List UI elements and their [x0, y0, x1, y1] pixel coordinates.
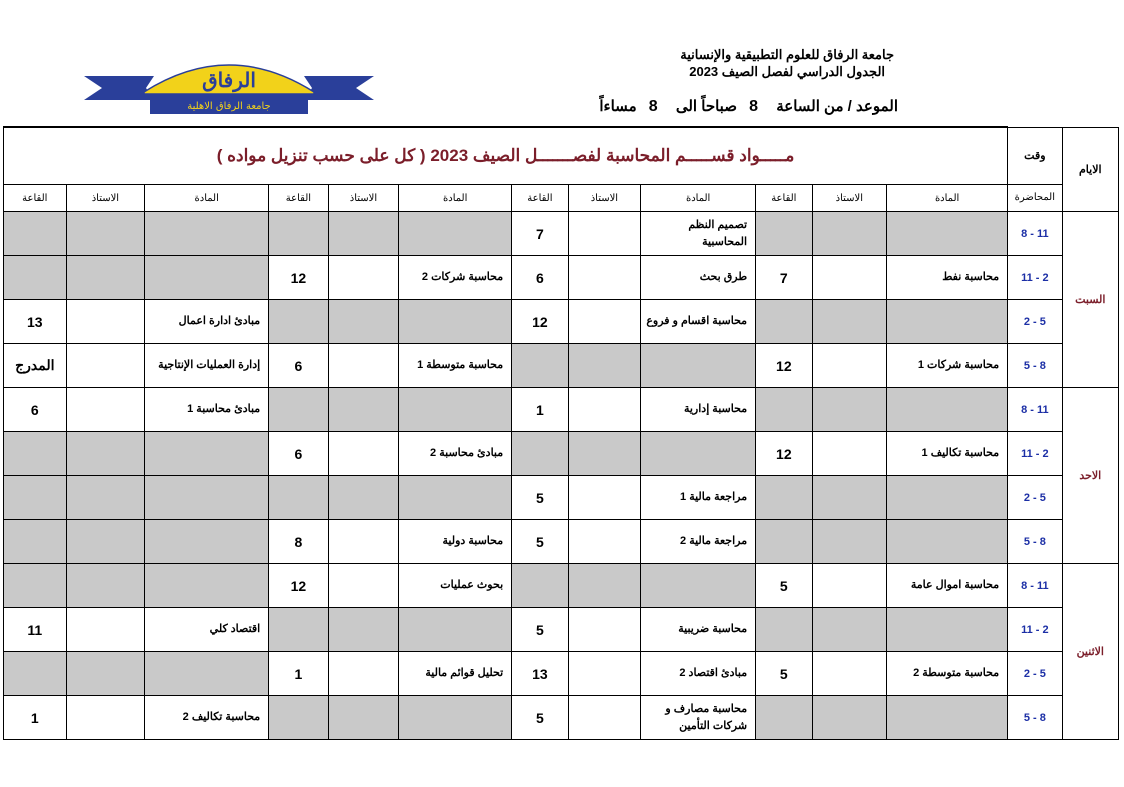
time-cell: 11 - 2	[1008, 256, 1062, 300]
room-cell	[756, 520, 812, 564]
subject-cell	[145, 564, 269, 608]
teacher-cell	[328, 608, 399, 652]
col-teacher-2: الاستاذ	[568, 185, 641, 212]
col-room-3: القاعة	[269, 185, 328, 212]
teacher-cell	[66, 564, 145, 608]
col-teacher-3: الاستاذ	[328, 185, 399, 212]
col-teacher-1: الاستاذ	[812, 185, 887, 212]
room-cell: 12	[756, 344, 812, 388]
col-teacher-4: الاستاذ	[66, 185, 145, 212]
room-cell	[4, 652, 67, 696]
teacher-cell	[328, 696, 399, 740]
teacher-cell	[66, 256, 145, 300]
table-row	[4, 608, 1119, 652]
table-row	[4, 300, 1119, 344]
table-title: مـــــواد قســـــم المحاسبة لفصـــــــل الصيف 2023 ( كل على حسب تنزيل مواده )	[4, 127, 1008, 185]
time-cell: 11 - 2	[1008, 432, 1062, 476]
teacher-cell	[328, 564, 399, 608]
subject-cell: محاسبة مصارف و شركات التأمين	[641, 696, 756, 740]
subject-cell	[641, 564, 756, 608]
teacher-cell	[568, 432, 641, 476]
room-cell	[269, 696, 328, 740]
teacher-cell	[66, 212, 145, 256]
subject-cell	[399, 476, 512, 520]
teacher-cell	[568, 652, 641, 696]
room-cell: 7	[512, 212, 568, 256]
teacher-cell	[812, 608, 887, 652]
subject-cell: محاسبة اقسام و فروع	[641, 300, 756, 344]
table-row	[4, 388, 1119, 432]
table-row	[4, 212, 1119, 256]
teacher-cell	[328, 520, 399, 564]
table-row	[4, 476, 1119, 520]
room-cell: 6	[269, 344, 328, 388]
subject-cell: محاسبة شركات 1	[887, 344, 1008, 388]
subject-cell: مبادئ اقتصاد 2	[641, 652, 756, 696]
room-cell: 5	[756, 564, 812, 608]
room-cell: 5	[512, 696, 568, 740]
room-cell	[269, 608, 328, 652]
subject-cell	[145, 652, 269, 696]
teacher-cell	[66, 520, 145, 564]
room-cell	[756, 300, 812, 344]
subject-cell	[887, 300, 1008, 344]
table-row	[4, 564, 1119, 608]
teacher-cell	[812, 652, 887, 696]
teacher-cell	[328, 388, 399, 432]
teacher-cell	[812, 212, 887, 256]
room-cell	[269, 300, 328, 344]
teacher-cell	[568, 520, 641, 564]
time-cell: 8 - 11	[1008, 564, 1062, 608]
room-cell: 5	[512, 520, 568, 564]
room-cell	[269, 476, 328, 520]
teacher-cell	[328, 344, 399, 388]
teacher-cell	[66, 476, 145, 520]
table-row	[4, 652, 1119, 696]
university-name: جامعة الرفاق للعلوم التطبيقية والإنسانية	[680, 47, 894, 62]
teacher-cell	[66, 608, 145, 652]
subject-cell: محاسبة إدارية	[641, 388, 756, 432]
teacher-cell	[568, 212, 641, 256]
room-cell: 13	[512, 652, 568, 696]
subject-cell	[887, 212, 1008, 256]
subject-cell: محاسبة متوسطة 1	[399, 344, 512, 388]
col-subject-1: المادة	[887, 185, 1008, 212]
time-cell: 11 - 2	[1008, 608, 1062, 652]
subject-cell: محاسبة ضريبية	[641, 608, 756, 652]
table-row	[4, 256, 1119, 300]
day-cell: الاحد	[1062, 388, 1118, 564]
subject-cell	[887, 476, 1008, 520]
room-cell: 1	[4, 696, 67, 740]
subject-cell	[145, 212, 269, 256]
subject-cell: مراجعة مالية 1	[641, 476, 756, 520]
teacher-cell	[66, 432, 145, 476]
room-cell	[756, 696, 812, 740]
subject-cell: محاسبة تكاليف 2	[145, 696, 269, 740]
room-cell: المدرج	[4, 344, 67, 388]
teacher-cell	[812, 344, 887, 388]
room-cell	[4, 520, 67, 564]
subject-cell: تحليل قوائم مالية	[399, 652, 512, 696]
day-cell: السبت	[1062, 212, 1118, 388]
room-cell	[512, 432, 568, 476]
teacher-cell	[812, 476, 887, 520]
time-am: صباحاً الى	[675, 98, 737, 115]
table-row	[4, 520, 1119, 564]
room-cell: 5	[512, 476, 568, 520]
logo-subtext: جامعة الرفاق الاهلية	[187, 101, 271, 112]
room-cell	[4, 432, 67, 476]
teacher-cell	[812, 432, 887, 476]
room-cell: 7	[756, 256, 812, 300]
room-cell	[756, 212, 812, 256]
col-room-1: القاعة	[756, 185, 812, 212]
room-cell: 5	[512, 608, 568, 652]
time-cell: 8 - 11	[1008, 212, 1062, 256]
room-cell: 8	[269, 520, 328, 564]
time-from: 8	[749, 98, 759, 115]
room-cell: 12	[269, 256, 328, 300]
room-cell: 6	[269, 432, 328, 476]
day-cell: الاثنين	[1062, 564, 1118, 740]
logo-text: الرفاق	[202, 68, 256, 92]
teacher-cell	[328, 432, 399, 476]
room-cell	[756, 608, 812, 652]
table-row	[4, 696, 1119, 740]
teacher-cell	[568, 256, 641, 300]
teacher-cell	[66, 696, 145, 740]
room-cell: 1	[512, 388, 568, 432]
room-cell: 12	[756, 432, 812, 476]
room-cell	[4, 212, 67, 256]
subject-cell	[641, 432, 756, 476]
subject-cell	[641, 344, 756, 388]
subject-cell: مبادئ ادارة اعمال	[145, 300, 269, 344]
time-range	[593, 97, 898, 116]
room-cell: 13	[4, 300, 67, 344]
schedule-title: الجدول الدراسي لفصل الصيف 2023	[689, 64, 886, 79]
teacher-cell	[568, 344, 641, 388]
subject-cell: مراجعة مالية 2	[641, 520, 756, 564]
room-cell: 11	[4, 608, 67, 652]
room-cell: 5	[756, 652, 812, 696]
teacher-cell	[568, 564, 641, 608]
subject-cell: بحوث عمليات	[399, 564, 512, 608]
subject-cell	[399, 300, 512, 344]
subject-cell	[399, 696, 512, 740]
teacher-cell	[812, 256, 887, 300]
time-header: وقت	[1008, 127, 1062, 185]
col-subject-2: المادة	[641, 185, 756, 212]
time-cell: 8 - 11	[1008, 388, 1062, 432]
teacher-cell	[328, 212, 399, 256]
room-cell: 6	[512, 256, 568, 300]
subject-cell: إدارة العمليات الإنتاجية	[145, 344, 269, 388]
subject-cell: مبادئ محاسبة 1	[145, 388, 269, 432]
col-subject-4: المادة	[145, 185, 269, 212]
subject-cell	[145, 256, 269, 300]
teacher-cell	[812, 696, 887, 740]
teacher-cell	[328, 652, 399, 696]
subject-cell	[399, 212, 512, 256]
table-row	[4, 432, 1119, 476]
teacher-cell	[812, 520, 887, 564]
room-cell	[4, 564, 67, 608]
room-cell	[269, 388, 328, 432]
time-to: 8	[648, 98, 658, 115]
subject-cell	[145, 432, 269, 476]
subject-cell	[887, 520, 1008, 564]
subject-cell	[887, 608, 1008, 652]
time-cell: 5 - 8	[1008, 344, 1062, 388]
teacher-cell	[812, 300, 887, 344]
room-cell: 1	[269, 652, 328, 696]
room-cell	[512, 344, 568, 388]
subject-cell: محاسبة تكاليف 1	[887, 432, 1008, 476]
teacher-cell	[568, 388, 641, 432]
subject-cell: محاسبة شركات 2	[399, 256, 512, 300]
teacher-cell	[66, 388, 145, 432]
room-cell	[4, 256, 67, 300]
teacher-cell	[328, 476, 399, 520]
subject-cell	[145, 520, 269, 564]
teacher-cell	[568, 476, 641, 520]
teacher-cell	[812, 388, 887, 432]
days-header: الايام	[1062, 127, 1118, 212]
subject-cell: اقتصاد كلي	[145, 608, 269, 652]
room-cell	[4, 476, 67, 520]
time-header-2: المحاضرة	[1008, 185, 1062, 212]
teacher-cell	[66, 344, 145, 388]
teacher-cell	[568, 608, 641, 652]
room-cell	[756, 388, 812, 432]
subject-cell: محاسبة اموال عامة	[887, 564, 1008, 608]
subject-cell: طرق بحث	[641, 256, 756, 300]
subject-cell	[399, 608, 512, 652]
time-cell: 2 - 5	[1008, 476, 1062, 520]
time-cell: 5 - 8	[1008, 520, 1062, 564]
subject-cell: محاسبة نفط	[887, 256, 1008, 300]
schedule-table	[3, 126, 1119, 740]
room-cell: 6	[4, 388, 67, 432]
time-pm: مساءاً	[599, 98, 637, 115]
subject-cell	[887, 696, 1008, 740]
teacher-cell	[66, 300, 145, 344]
time-cell: 2 - 5	[1008, 300, 1062, 344]
subject-cell: محاسبة متوسطة 2	[887, 652, 1008, 696]
teacher-cell	[568, 300, 641, 344]
teacher-cell	[328, 300, 399, 344]
room-cell	[756, 476, 812, 520]
subject-cell	[399, 388, 512, 432]
time-label: الموعد / من الساعة	[776, 98, 898, 115]
teacher-cell	[812, 564, 887, 608]
teacher-cell	[66, 652, 145, 696]
room-cell: 12	[269, 564, 328, 608]
university-logo	[84, 60, 374, 120]
room-cell	[512, 564, 568, 608]
time-cell: 2 - 5	[1008, 652, 1062, 696]
col-room-2: القاعة	[512, 185, 568, 212]
subject-cell: مبادئ محاسبة 2	[399, 432, 512, 476]
document-header	[680, 46, 894, 80]
room-cell: 12	[512, 300, 568, 344]
subject-cell	[145, 476, 269, 520]
col-room-4: القاعة	[4, 185, 67, 212]
table-row	[4, 344, 1119, 388]
teacher-cell	[568, 696, 641, 740]
time-cell: 5 - 8	[1008, 696, 1062, 740]
subject-cell	[887, 388, 1008, 432]
subject-cell: محاسبة دولية	[399, 520, 512, 564]
room-cell	[269, 212, 328, 256]
teacher-cell	[328, 256, 399, 300]
col-subject-3: المادة	[399, 185, 512, 212]
subject-cell: تصميم النظم المحاسبية	[641, 212, 756, 256]
